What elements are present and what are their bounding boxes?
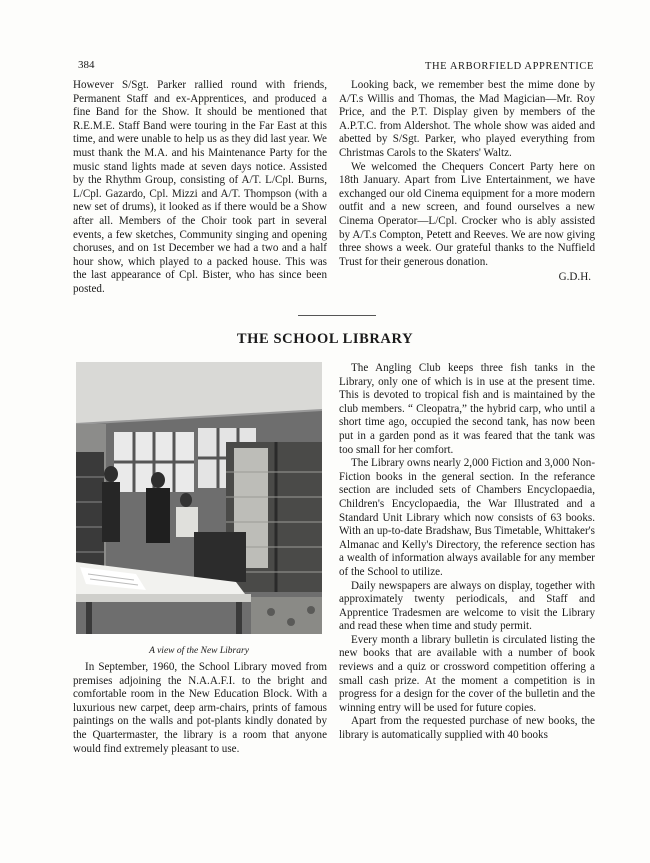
section-divider: [298, 315, 376, 316]
paragraph: In September, 1960, the School Library moved from premises adjoining the N.A.A.F.I. to the bright and comfortable room in the New Education Block. With a luxurious new carpet, deep arm-chairs, prints of famous paintings on the walls and pot-plants kindly donated by the Quartermaster, the library is a room that anyone would find extremely pleasant to use.: [73, 661, 327, 755]
paragraph: Daily newspapers are always on display, together with approximately twenty periodicals, and Staff and Apprentice Tradesmen are welcome to visit the Library and read these when time and study permit.: [339, 579, 595, 633]
author-signature: G.D.H.: [558, 271, 591, 284]
bottom-right-column: [339, 362, 595, 743]
paragraph: Looking back, we remember best the mime done by A/T.s Willis and Thomas, the Mad Magician—Mr. Roy Price, and the P.T. Display given by members of the A.P.T.C. from Aldershot. The whole show was aided and abetted by S/Sgt. Parker, who played everything from Christmas Carols to the Skaters' Waltz.: [339, 79, 595, 159]
photo-caption: A view of the New Library: [149, 646, 249, 656]
section-title: THE SCHOOL LIBRARY: [236, 331, 414, 347]
running-head: THE ARBORFIELD APPRENTICE: [424, 61, 594, 72]
paragraph: We welcomed the Chequers Concert Party here on 18th January. Apart from Live Entertainment, we have exchanged our old Cinema equipment for a more modern outfit and a new screen, and found ourselves a new Cinema Operator—L/Cpl. Crocker who is ably assisted by A/T.s Compton, Petett and Reeves. We are now giving three shows a week. Our grateful thanks to the Nuffield Trust for their generous donation.: [339, 160, 595, 268]
paragraph: The Angling Club keeps three fish tanks in the Library, only one of which is in use at the present time. This is devoted to tropical fish and is maintained by the club members. “ Cleopatra,” the hybrid carp, who until a short time ago, occupied the second tank, has now been put in a garden pond as it was feared that the tank was too small for her comfort.: [339, 362, 595, 456]
paragraph: The Library owns nearly 2,000 Fiction and 3,000 Non-Fiction books in the general section. In the referance section are included sets of Chambers Encyclopaedia, Children's Encyclopaedia, the War Illustrated and a Standard Unit Library which now consists of 63 books. With an up-to-date Bradshaw, Bus Timetable, Whittaker's Almanac and Kelly's Directory, the reference section has a wealth of information always available for any member of the School to utilize.: [339, 457, 596, 578]
top-right-column: [339, 79, 595, 285]
page-number: 384: [78, 59, 95, 71]
paragraph: Apart from the requested purchase of new books, the library is automatically supplied with 40 books: [339, 715, 595, 742]
bottom-left-column: [73, 661, 327, 756]
library-photo: [76, 362, 322, 634]
library-photo-illustration: [76, 362, 322, 634]
paragraph: However S/Sgt. Parker rallied round with friends, Permanent Staff and ex-Apprentices, and produced a fine Band for the Show. It should be mentioned that R.E.M.E. Staff Band were touring in the Far East at this time, and were unable to help us as they did last year. We must thank the M.A. and his Maintenance Party for the music stand lights made at seven days notice. Assisted by the Rhythm Group, consisting of A/T. L/Cpl. Burns, L/Cpl. Gazardo, Cpl. Mizzi and A/T. Thompson (with a new set of drums), it looked as if there would be a Show after all. Members of the Choir took part in several events, a few sketches, Community singing and opening choruses, and on 1st December we had a two and a half hour show, which played to a packed house. This was the last appearance of Cpl. Bister, who has since been posted.: [73, 79, 327, 295]
paragraph: Every month a library bulletin is circulated listing the new books that are available with a number of book reviews and a quiz or crossword competition offering a small cash prize. At the moment a competition is in progress for a design for the cover of the bulletin and the winning entry will be used for future copies.: [339, 633, 595, 714]
top-left-column: [73, 79, 327, 297]
